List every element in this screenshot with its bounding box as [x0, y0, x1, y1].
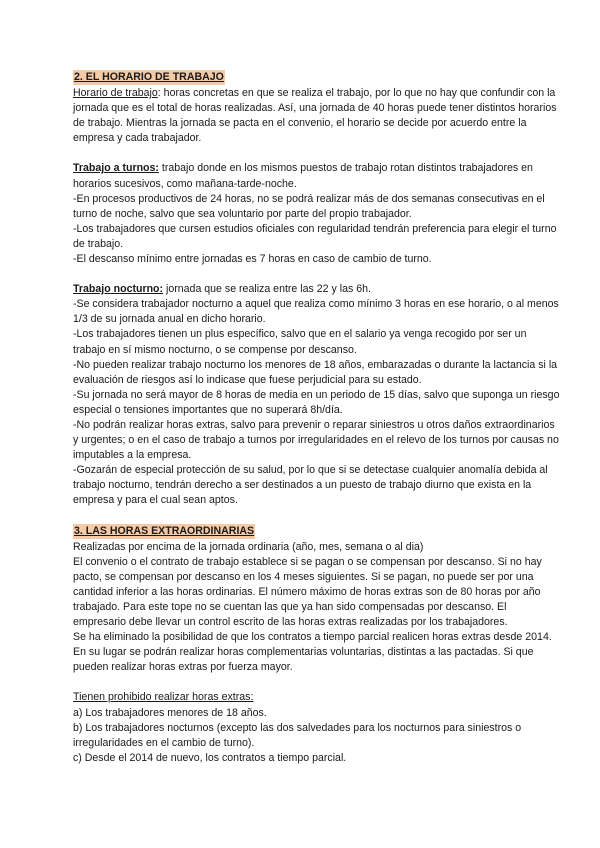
horario-text: : horas concretas en que se realiza el trabajo, por lo que no hay que confundir con la jornada que es el total de horas realizadas. Así, una jornada de 40 horas puede tener distintos horarios de trabajo. Mientras la jornada se pacta en el convenio, el horario se decide por acuerdo entre la empresa y cada trabajador.	[73, 87, 557, 145]
horario-definition	[73, 86, 560, 146]
turnos-text: trabajo donde en los mismos puestos de trabajo rotan distintos trabajadores en horarios sucesivos, como mañana-tarde-noche.	[73, 162, 533, 190]
turnos-item: -Los trabajadores que cursen estudios oficiales con regularidad tendrán preferencia para elegir el turno de trabajo.	[73, 222, 557, 250]
turnos-item: -En procesos productivos de 24 horas, no se podrá realizar más de dos semanas consecutivas en el turno de noche, salvo que sea voluntario por parte del propio trabajador.	[73, 192, 545, 220]
prohibido-item: a) Los trabajadores menores de 18 años.	[73, 706, 267, 719]
nocturno-item: -No podrán realizar horas extras, salvo para prevenir o reparar siniestros u otros daños extraordinarios y urgentes; o en el caso de trabajo a turnos por irregularidades en el relevo de los turnos por causas no imputables a la empresa.	[73, 418, 559, 462]
nocturno-text: jornada que se realiza entre las 22 y las 6h.	[163, 283, 371, 296]
section-heading-horas-extras: 3. LAS HORAS EXTRAORDINARIAS	[73, 524, 255, 539]
nocturno-item: -Gozarán de especial protección de su salud, por lo que si se detectase cualquier anomalía debida al trabajo nocturno, tendrán derecho a ser destinados a un puesto de trabajo diurno que exista en la empresa y para el cual sean aptos.	[73, 464, 548, 507]
horas-extras-paragraph: Realizadas por encima de la jornada ordinaria (año, mes, semana o al dia)	[73, 540, 424, 553]
nocturno-item: -Los trabajadores tienen un plus específico, salvo que en el salario ya venga recogido por ser un trabajo en sí mismo nocturno, o se compense por descanso.	[73, 328, 527, 356]
section-heading-horario: 2. EL HORARIO DE TRABAJO	[73, 70, 225, 85]
horas-extras-paragraph: Se ha eliminado la posibilidad de que los contratos a tiempo parcial realicen horas extras desde 2014. En su lugar se podrán realizar horas complementarias voluntarias, distintas a las pactadas. Si que pueden realizar horas extras por fuerza mayor.	[73, 631, 552, 674]
prohibido-label: Tienen prohibido realizar horas extras:	[73, 691, 254, 704]
horas-extras-paragraph: El convenio o el contrato de trabajo establece si se pagan o se compensan por descanso. Si no hay pacto, se compensan por descanso en los 4 meses siguientes. Si se pagan, no puede ser por una cantidad inferior a las horas ordinarias. El número máximo de horas extras son de 80 horas por año trabajado. Para este tope no se cuentan las que ya han sido compensadas por descanso. El empresario debe llevar un control escrito de las horas extras realizadas por los trabajadores.	[73, 555, 542, 629]
turnos-definition	[73, 161, 560, 191]
nocturno-label: Trabajo nocturno:	[73, 283, 164, 296]
nocturno-definition	[73, 282, 560, 297]
prohibido-item: c) Desde el 2014 de nuevo, los contratos a tiempo parcial.	[73, 751, 347, 764]
prohibido-item: b) Los trabajadores nocturnos (excepto las dos salvedades para los nocturnos para siniestros o irregularidades en el cambio de turno).	[73, 721, 522, 749]
turnos-label: Trabajo a turnos:	[73, 162, 159, 175]
nocturno-item: -Su jornada no será mayor de 8 horas de media en un periodo de 15 días, salvo que suponga un riesgo especial o tensiones importantes que no superará 8h/día.	[73, 388, 560, 416]
nocturno-item: -No pueden realizar trabajo nocturno los menores de 18 años, embarazadas o durante la lactancia si la evaluación de riesgos así lo indicase que fuese perjudicial para su estado.	[73, 358, 558, 386]
turnos-item: -El descanso mínimo entre jornadas es 7 horas en caso de cambio de turno.	[73, 253, 432, 266]
nocturno-item: -Se considera trabajador nocturno a aquel que realiza como mínimo 3 horas en ese horario, o al menos 1/3 de su jornada anual en dicho horario.	[73, 298, 559, 326]
horario-label: Horario de trabajo	[73, 87, 158, 100]
